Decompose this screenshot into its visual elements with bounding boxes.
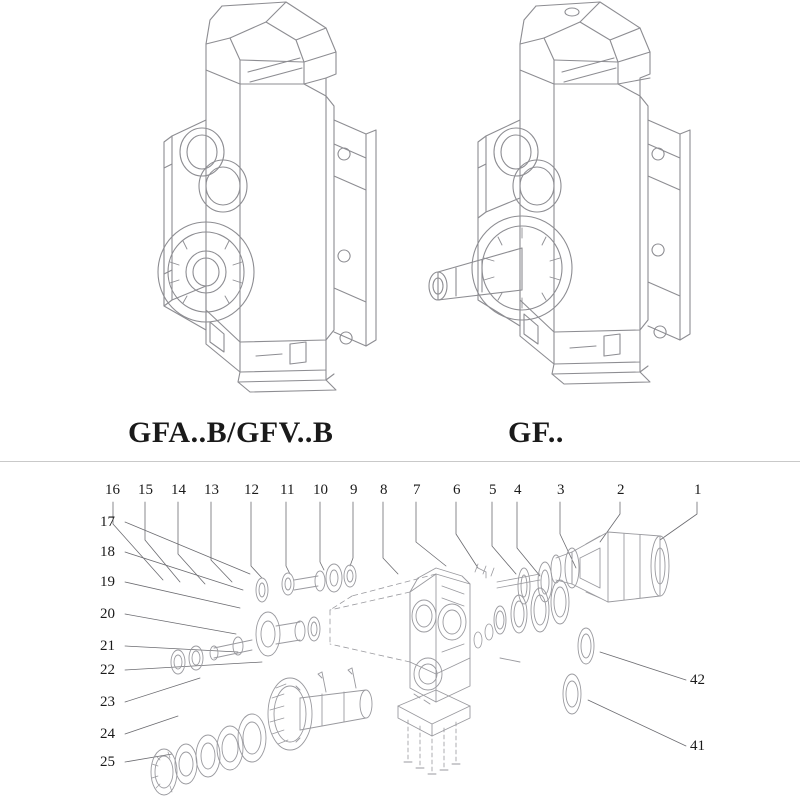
callout-12: 12: [244, 482, 259, 498]
callout-9: 9: [350, 482, 358, 498]
gearbox-left-illustration: [90, 0, 390, 410]
callout-4: 4: [514, 482, 522, 498]
callout-18: 18: [100, 544, 115, 560]
callout-41: 41: [690, 738, 705, 754]
exploded-view-illustration: [0, 462, 800, 800]
callout-24: 24: [100, 726, 115, 742]
callout-10: 10: [313, 482, 328, 498]
callout-19: 19: [100, 574, 115, 590]
callout-2: 2: [617, 482, 625, 498]
callout-1: 1: [694, 482, 702, 498]
callout-20: 20: [100, 606, 115, 622]
callout-17: 17: [100, 514, 115, 530]
callout-25: 25: [100, 754, 115, 770]
model-label-right: GF..: [508, 416, 564, 449]
callout-14: 14: [171, 482, 186, 498]
callout-15: 15: [138, 482, 153, 498]
callout-16: 16: [105, 482, 120, 498]
callout-7: 7: [413, 482, 421, 498]
callout-11: 11: [280, 482, 295, 498]
callout-5: 5: [489, 482, 497, 498]
callout-23: 23: [100, 694, 115, 710]
callout-13: 13: [204, 482, 219, 498]
callout-42: 42: [690, 672, 705, 688]
callout-8: 8: [380, 482, 388, 498]
callout-21: 21: [100, 638, 115, 654]
model-label-left: GFA..B/GFV..B: [128, 416, 334, 449]
exploded-parts-diagram: [0, 462, 800, 800]
callout-3: 3: [557, 482, 565, 498]
gearbox-right-illustration: [398, 0, 708, 410]
callout-22: 22: [100, 662, 115, 678]
callout-6: 6: [453, 482, 461, 498]
